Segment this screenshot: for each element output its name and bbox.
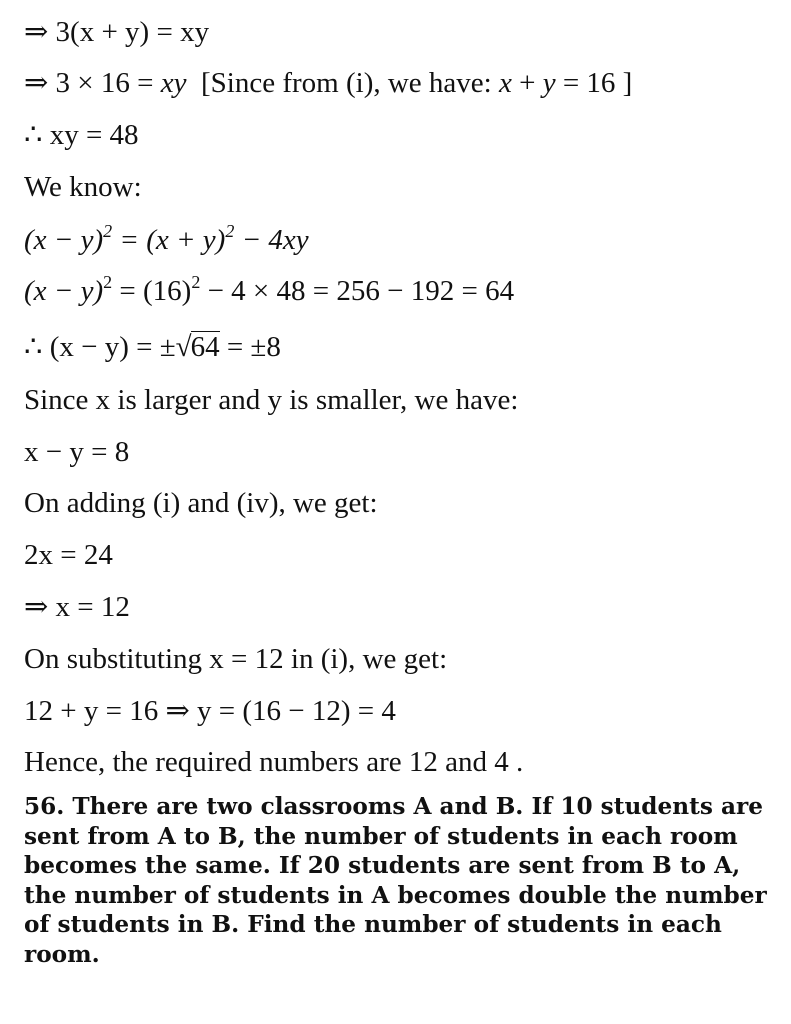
step-line-4 [24, 167, 142, 207]
computation-exponent: 2 [191, 272, 201, 292]
step-text: ∴ xy = 48 [24, 119, 139, 151]
step-line-3 [24, 115, 139, 155]
step-line-8 [24, 380, 518, 420]
step-line-11 [24, 535, 113, 575]
step-line-14 [24, 691, 396, 731]
step-operator: + [511, 67, 543, 99]
identity-middle: = (x + y) [112, 224, 226, 256]
question-number: 56. [24, 793, 65, 820]
radicand: 64 [190, 331, 220, 363]
step-text: x − y = 8 [24, 436, 130, 468]
computation-exponent: 2 [103, 272, 113, 292]
step-variable: x [498, 67, 512, 99]
computation-middle: = (16) [112, 275, 192, 307]
step-note: [Since from (i), we have: [186, 67, 499, 99]
computation-line [24, 271, 514, 311]
step-line-2 [24, 63, 632, 103]
step-text: = 16 ] [555, 67, 633, 99]
step-text: ⇒ x = 12 [24, 591, 130, 623]
identity-lhs: (x − y) [24, 224, 104, 256]
question-56 [24, 792, 774, 969]
step-line-1 [24, 12, 209, 52]
step-line-12 [24, 587, 130, 627]
sqrt-line [24, 327, 281, 367]
step-text: ⇒ 3 × 16 = [24, 67, 161, 99]
identity-rhs: − 4xy [234, 224, 309, 256]
step-text: Since x is larger and y is smaller, we have: [24, 384, 519, 416]
step-text: On substituting x = 12 in (i), we get: [24, 643, 448, 675]
conclusion-line [24, 742, 523, 782]
sqrt-suffix: = ±8 [219, 331, 281, 363]
step-variable: xy [160, 67, 187, 99]
step-text: We know: [24, 171, 142, 203]
computation-lhs: (x − y) [24, 275, 104, 307]
step-text: 12 + y = 16 ⇒ y = (16 − 12) = 4 [24, 695, 396, 727]
identity-line [24, 220, 309, 260]
step-text: ⇒ 3(x + y) = xy [24, 16, 210, 48]
radical-sign: √ [175, 331, 192, 363]
step-variable: y [542, 67, 556, 99]
identity-exponent: 2 [103, 221, 113, 241]
question-text: There are two classrooms A and B. If 10 students are sent from A to B, the number of students in each room becomes the same. If 20 students are sent from B to A, the number of students in A becomes double the number of students in B. Find the number of students in each room. [24, 793, 767, 968]
step-line-10 [24, 483, 378, 523]
step-line-13 [24, 639, 447, 679]
computation-rhs: − 4 × 48 = 256 − 192 = 64 [200, 275, 515, 307]
step-line-9 [24, 432, 129, 472]
sqrt-prefix: ∴ (x − y) = ± [24, 331, 176, 363]
step-text: On adding (i) and (iv), we get: [24, 487, 378, 519]
conclusion-text: Hence, the required numbers are 12 and 4 . [24, 746, 524, 778]
step-text: 2x = 24 [24, 539, 113, 571]
identity-exponent: 2 [225, 221, 235, 241]
